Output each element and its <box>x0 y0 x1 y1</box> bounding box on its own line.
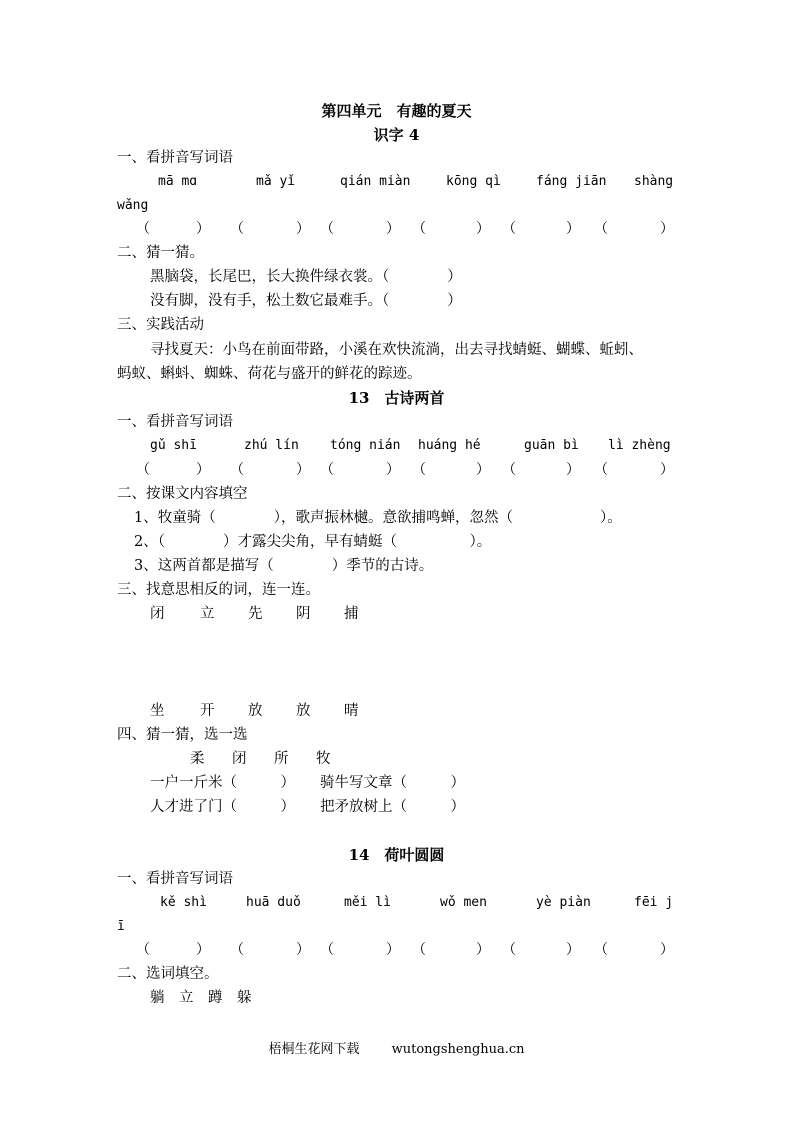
choice-word: 所 <box>274 751 289 767</box>
blank-close: ） <box>386 942 400 958</box>
fill-blank-line: 3、这两首都是描写（ ）季节的古诗。 <box>134 558 434 574</box>
pinyin-item: huáng hé <box>418 438 481 453</box>
pinyin-item: tóng nián <box>330 438 401 453</box>
riddle-line: 黑脑袋，长尾巴，长大换件绿衣裳。（ ） <box>150 269 462 285</box>
pinyin-item: wǎng <box>117 198 149 213</box>
pinyin-item: fēi j <box>634 895 674 910</box>
l1-section2-heading: 二、猜一猜。 <box>117 245 204 261</box>
choice-word: 闭 <box>232 751 247 767</box>
unit-title: 第四单元 有趣的夏天 <box>321 102 472 120</box>
pinyin-item: gǔ shī <box>150 438 197 453</box>
pinyin-item: fáng jiān <box>536 174 607 189</box>
l2-section1-heading: 一、看拼音写词语 <box>117 414 233 430</box>
riddle-line: 没有脚，没有手，松土数它最难手。（ ） <box>150 293 462 309</box>
match-word[interactable]: 闭 <box>150 606 165 622</box>
choice-word: 柔 <box>190 751 205 767</box>
pinyin-item: kōng qì <box>446 174 501 189</box>
blank-close: ） <box>296 462 310 478</box>
footer-site-name: 梧桐生花网下载 <box>268 1042 360 1057</box>
match-word[interactable]: 阴 <box>296 606 311 622</box>
blank-close: ） <box>386 462 400 478</box>
character-riddle: 人才进了门（ ） <box>150 799 295 815</box>
blank-open: （ <box>230 462 244 478</box>
pinyin-item: ī <box>117 919 125 934</box>
blank-open: （ <box>412 221 426 237</box>
pinyin-item: guān bì <box>524 438 579 453</box>
match-word[interactable]: 先 <box>248 606 263 622</box>
pinyin-item: huā duǒ <box>246 895 301 910</box>
blank-close: ） <box>196 221 210 237</box>
blank-open: （ <box>594 221 608 237</box>
pinyin-item: qián miàn <box>340 174 411 189</box>
blank-close: ） <box>196 462 210 478</box>
blank-open: （ <box>412 942 426 958</box>
lesson-title-14: 14 荷叶圆圆 <box>348 846 445 864</box>
pinyin-item: zhú lín <box>244 438 299 453</box>
activity-text: 寻找夏天：小鸟在前面带路，小溪在欢快流淌，出去寻找蜻蜓、蝴蝶、蚯蚓、 <box>150 342 643 358</box>
blank-close: ） <box>566 462 580 478</box>
pinyin-item: yè piàn <box>536 895 591 910</box>
l2-section3-heading: 三、找意思相反的词，连一连。 <box>117 582 320 598</box>
blank-open: （ <box>230 942 244 958</box>
choice-word: 牧 <box>316 751 331 767</box>
l3-section2-heading: 二、选词填空。 <box>117 966 219 982</box>
blank-open: （ <box>320 462 334 478</box>
blank-open: （ <box>594 942 608 958</box>
blank-open: （ <box>230 221 244 237</box>
blank-open: （ <box>412 462 426 478</box>
blank-close: ） <box>476 221 490 237</box>
lesson-title-13: 13 古诗两首 <box>348 389 445 407</box>
pinyin-item: kě shì <box>160 895 207 910</box>
match-word[interactable]: 放 <box>248 703 263 719</box>
blank-close: ） <box>386 221 400 237</box>
pinyin-item: měi lì <box>344 895 391 910</box>
pinyin-item: mǎ yǐ <box>256 174 296 189</box>
blank-close: ） <box>660 462 674 478</box>
match-word[interactable]: 捕 <box>344 606 359 622</box>
blank-open: （ <box>320 221 334 237</box>
activity-text: 蚂蚁、蝌蚪、蜘蛛、荷花与盛开的鲜花的踪迹。 <box>117 366 422 382</box>
match-word[interactable]: 开 <box>200 703 215 719</box>
blank-close: ） <box>196 942 210 958</box>
blank-close: ） <box>660 942 674 958</box>
blank-open: （ <box>136 221 150 237</box>
blank-close: ） <box>566 221 580 237</box>
blank-open: （ <box>136 462 150 478</box>
pinyin-item: wǒ men <box>440 895 487 910</box>
fill-blank-line: 1、牧童骑（ ），歌声振林樾。意欲捕鸣蝉，忽然（ ）。 <box>134 510 622 526</box>
match-word[interactable]: 晴 <box>344 703 359 719</box>
character-riddle: 骑牛写文章（ ） <box>320 775 465 791</box>
pinyin-item: mā mɑ <box>158 174 198 189</box>
pinyin-item: lì zhèng <box>608 438 671 453</box>
page-footer <box>0 1041 793 1059</box>
blank-open: （ <box>594 462 608 478</box>
blank-close: ） <box>296 942 310 958</box>
blank-open: （ <box>502 462 516 478</box>
word-bank: 躺 立 蹲 躲 <box>150 990 252 1006</box>
l1-section1-heading: 一、看拼音写词语 <box>117 150 233 166</box>
blank-close: ） <box>660 221 674 237</box>
match-word[interactable]: 坐 <box>150 703 165 719</box>
pinyin-item: shàng <box>634 174 674 189</box>
match-word[interactable]: 放 <box>296 703 311 719</box>
l3-section1-heading: 一、看拼音写词语 <box>117 871 233 887</box>
blank-close: ） <box>476 942 490 958</box>
character-riddle: 把矛放树上（ ） <box>320 799 465 815</box>
lesson-title-shizi4: 识字 4 <box>373 126 420 144</box>
character-riddle: 一户一斤米（ ） <box>150 775 295 791</box>
fill-blank-line: 2、（ ）才露尖尖角，早有蜻蜓（ ）。 <box>134 534 492 550</box>
blank-open: （ <box>502 221 516 237</box>
blank-close: ） <box>296 221 310 237</box>
l2-section2-heading: 二、按课文内容填空 <box>117 486 248 502</box>
blank-close: ） <box>476 462 490 478</box>
blank-open: （ <box>502 942 516 958</box>
blank-close: ） <box>566 942 580 958</box>
l2-section4-heading: 四、猜一猜，选一选 <box>117 727 248 743</box>
blank-open: （ <box>136 942 150 958</box>
match-word[interactable]: 立 <box>200 606 215 622</box>
footer-site-url[interactable]: wutongshenghua.cn <box>391 1042 525 1057</box>
blank-open: （ <box>320 942 334 958</box>
l1-section3-heading: 三、实践活动 <box>117 317 204 333</box>
